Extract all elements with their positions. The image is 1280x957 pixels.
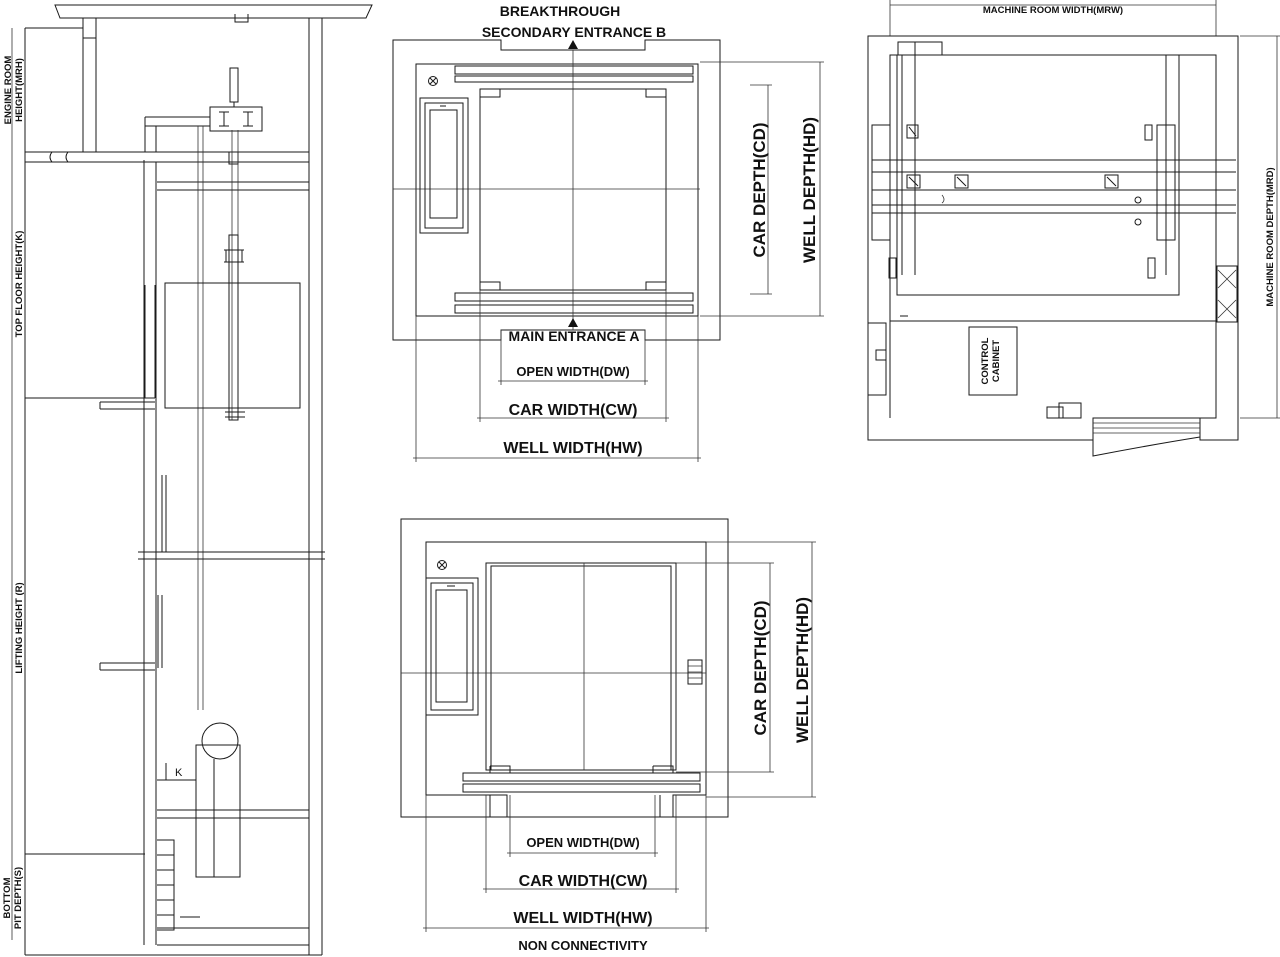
control-cabinet-label-2: CABINET [991, 339, 1002, 383]
non-connectivity-footer: NON CONNECTIVITY [518, 938, 648, 953]
well-width-label: WELL WIDTH(HW) [503, 440, 643, 457]
engine-room-height-label-2: HEIGHT(MRH) [14, 58, 25, 122]
car-width-label: CAR WIDTH(CW) [508, 402, 638, 419]
car-depth-label: CAR DEPTH(CD) [750, 122, 769, 258]
nc-car-width-label: CAR WIDTH(CW) [518, 873, 648, 890]
secondary-entrance-label: SECONDARY ENTRANCE B [481, 24, 667, 40]
open-width-label: OPEN WIDTH(DW) [516, 364, 630, 379]
top-floor-height-label: TOP FLOOR HEIGHT(K) [14, 230, 25, 338]
shaft-section-view [12, 5, 372, 955]
machine-room-depth-label: MACHINE ROOM DEPTH(MRD) [1265, 167, 1276, 307]
bottom-pit-label-2: PIT DEPTH(S) [13, 866, 24, 930]
bottom-pit-label-1: BOTTOM [2, 877, 13, 919]
breakthrough-header: BREAKTHROUGH [499, 3, 621, 19]
engine-room-height-label-1: ENGINE ROOM [3, 55, 14, 125]
nc-car-depth-label: CAR DEPTH(CD) [751, 600, 770, 736]
machine-room-plan-view [868, 0, 1280, 456]
control-cabinet-label-1: CONTROL [980, 337, 991, 385]
nc-open-width-label: OPEN WIDTH(DW) [526, 835, 640, 850]
machine-room-width-label: MACHINE ROOM WIDTH(MRW) [982, 5, 1124, 16]
k-mark-label: K [175, 767, 183, 779]
main-entrance-label: MAIN ENTRANCE A [508, 328, 640, 344]
well-depth-label: WELL DEPTH(HD) [800, 116, 819, 264]
nc-well-depth-label: WELL DEPTH(HD) [793, 596, 812, 744]
lifting-height-label: LIFTING HEIGHT (R) [14, 582, 25, 674]
nc-well-width-label: WELL WIDTH(HW) [513, 910, 653, 927]
